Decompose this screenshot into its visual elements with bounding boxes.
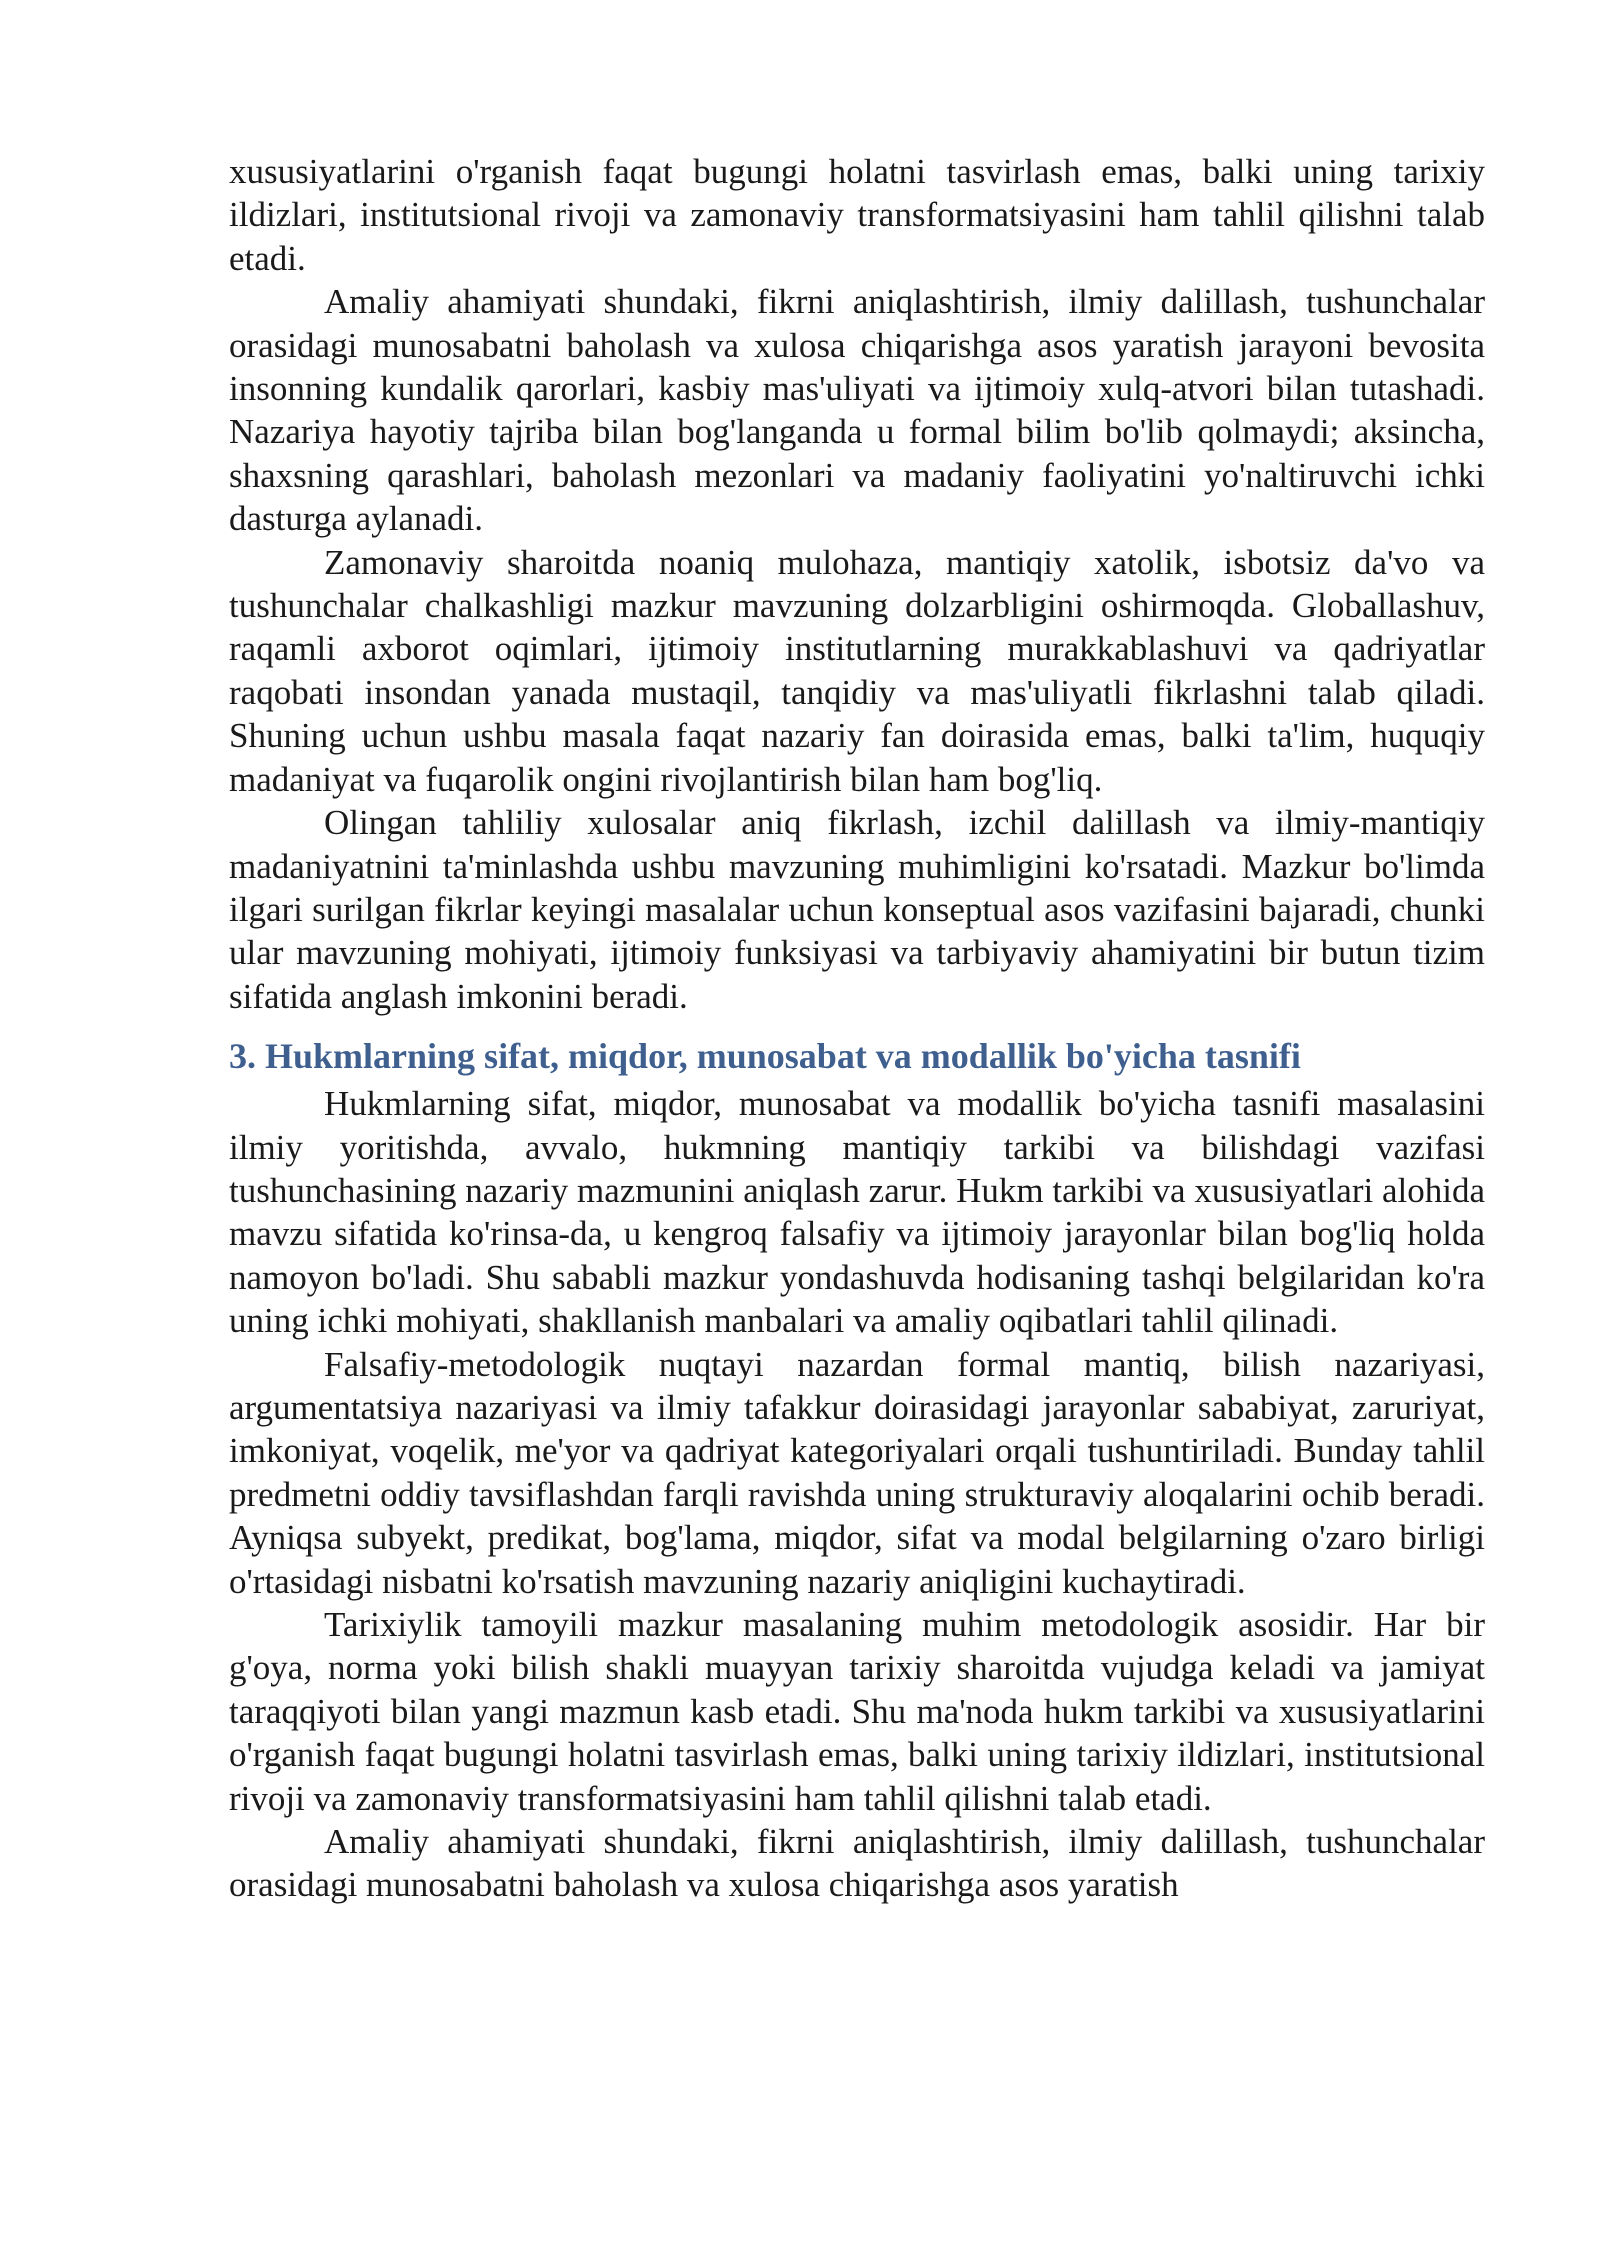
paragraph: Zamonaviy sharoitda noaniq mulohaza, mantiqiy xatolik, isbotsiz da'vo va tushunchalar chalkashligi mazkur mavzuning dolzarbligini oshirmoqda. Globallashuv, raqamli axborot oqimlari, ijtimoiy institutlarning murakkablashuvi va qadriyatlar raqobati insondan yanada mustaqil, tanqidiy va mas'uliyatli fikrlashni talab qiladi. Shuning uchun ushbu masala faqat nazariy fan doirasida emas, balki ta'lim, huquqiy madaniyat va fuqarolik ongini rivojlantirish bilan ham bog'liq. — [229, 542, 1485, 799]
paragraph: Tarixiylik tamoyili mazkur masalaning muhim metodologik asosidir. Har bir g'oya, norma yoki bilish shakli muayyan tarixiy sharoitda vujudga keladi va jamiyat taraqqiyoti bilan yangi mazmun kasb etadi. Shu ma'noda hukm tarkibi va xususiyatlarini o'rganish faqat bugungi holatni tasvirlash emas, balki uning tarixiy ildizlari, institutsional rivoji va zamonaviy transformatsiyasini ham tahlil qilishni talab etadi. — [229, 1605, 1485, 1818]
paragraph: Falsafiy-metodologik nuqtayi nazardan formal mantiq, bilish nazariyasi, argumentatsiya nazariyasi va ilmiy tafakkur doirasidagi jarayonlar sababiyat, zaruriyat, imkoniyat, voqelik, me'yor va qadriyat kategoriyalari orqali tushuntiriladi. Bunday tahlil predmetni oddiy tavsiflashdan farqli ravishda uning strukturaviy aloqalarini ochib beradi. Ayniqsa subyekt, predikat, bog'lama, miqdor, sifat va modal belgilarning o'zaro birligi o'rtasidagi nisbatni ko'rsatish mavzuning nazariy aniqligini kuchaytiradi. — [229, 1344, 1485, 1601]
paragraph-continuation: xususiyatlarini o'rganish faqat bugungi holatni tasvirlash emas, balki uning tarixiy ildizlari, institutsional rivoji va zamonaviy transformatsiyasini ham tahlil qilishni talab etadi. — [229, 152, 1485, 278]
paragraph: Amaliy ahamiyati shundaki, fikrni aniqlashtirish, ilmiy dalillash, tushunchalar orasidagi munosabatni baholash va xulosa chiqarishga asos yaratish jarayoni bevosita insonning kundalik qarorlari, kasbiy mas'uliyati va ijtimoiy xulq-atvori bilan tutashadi. Nazariya hayotiy tajriba bilan bog'langanda u formal bilim bo'lib qolmaydi; aksincha, shaxsning qarashlari, baholash mezonlari va madaniy faoliyatini yo'naltiruvchi ichki dasturga aylanadi. — [229, 282, 1485, 539]
document-page — [229, 150, 1485, 1907]
paragraph: Hukmlarning sifat, miqdor, munosabat va modallik bo'yicha tasnifi masalasini ilmiy yoritishda, avvalo, hukmning mantiqiy tarkibi va bilishdagi vazifasi tushunchasining nazariy mazmunini aniqlash zarur. Hukm tarkibi va xususiyatlari alohida mavzu sifatida ko'rinsa-da, u kengroq falsafiy va ijtimoiy jarayonlar bilan bog'liq holda namoyon bo'ladi. Shu sababli mazkur yondashuvda hodisaning tashqi belgilaridan ko'ra uning ichki mohiyati, shakllanish manbalari va amaliy oqibatlari tahlil qilinadi. — [229, 1084, 1485, 1341]
paragraph-truncated: Amaliy ahamiyati shundaki, fikrni aniqlashtirish, ilmiy dalillash, tushunchalar orasidagi munosabatni baholash va xulosa chiqarishga asos yaratish — [229, 1822, 1485, 1905]
paragraph: Olingan tahliliy xulosalar aniq fikrlash, izchil dalillash va ilmiy-mantiqiy madaniyatnini ta'minlashda ushbu mavzuning muhimligini ko'rsatadi. Mazkur bo'limda ilgari surilgan fikrlar keyingi masalalar uchun konseptual asos vazifasini bajaradi, chunki ular mavzuning mohiyati, ijtimoiy funksiyasi va tarbiyaviy ahamiyatini bir butun tizim sifatida anglash imkonini beradi. — [229, 803, 1485, 1016]
section-heading: 3. Hukmlarning sifat, miqdor, munosabat va modallik bo'yicha tasnifi — [229, 1036, 1301, 1077]
